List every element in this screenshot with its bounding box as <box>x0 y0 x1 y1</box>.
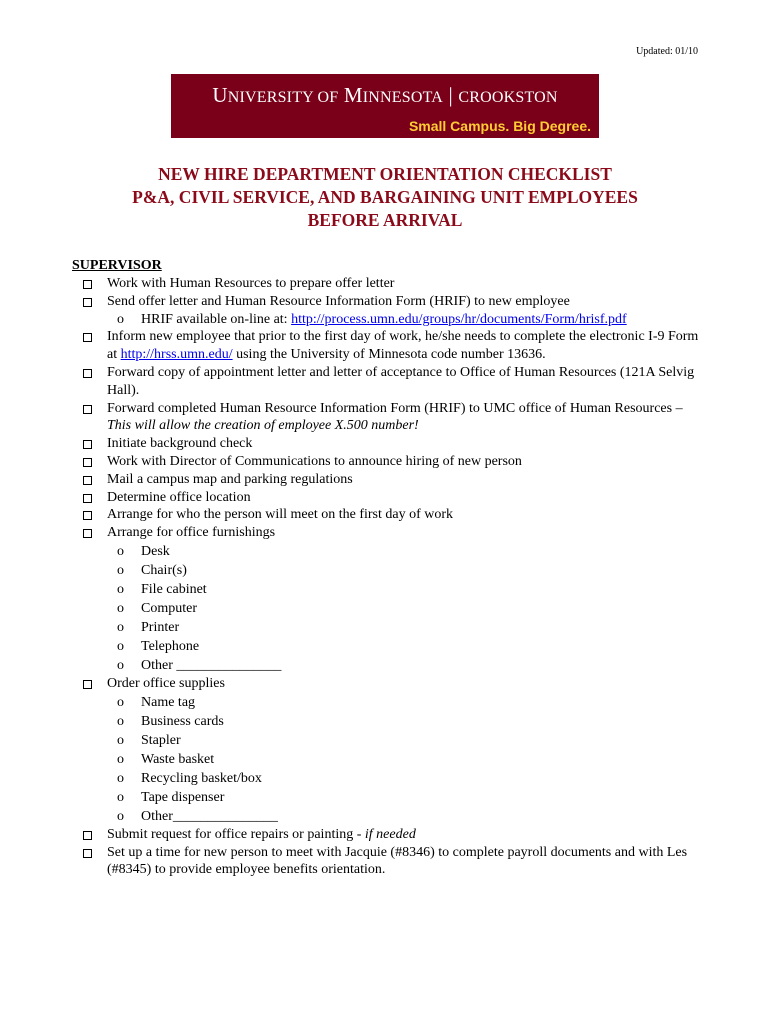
checkbox-icon[interactable] <box>83 849 92 858</box>
bullet-o-icon: o <box>117 732 124 748</box>
sub-item: o Printer <box>117 619 180 635</box>
sub-item: o Recycling basket/box <box>117 770 262 786</box>
checklist-item: Determine office location <box>72 489 702 507</box>
bullet-o-icon: o <box>117 694 124 710</box>
sub-item: o Computer <box>117 600 197 616</box>
sub-item: o Business cards <box>117 713 224 729</box>
bullet-o-icon: o <box>117 581 124 597</box>
sub-item: o HRIF available on-line at: http://process.umn.edu/groups/hr/documents/Form/hrisf.pdf <box>117 311 627 327</box>
checkbox-icon[interactable] <box>83 831 92 840</box>
checkbox-icon[interactable] <box>83 529 92 538</box>
checkbox-icon[interactable] <box>83 369 92 378</box>
sub-item: o Other _______________ <box>117 657 282 673</box>
checkbox-icon[interactable] <box>83 280 92 289</box>
bullet-o-icon: o <box>117 562 124 578</box>
bullet-o-icon: o <box>117 770 124 786</box>
title-line-1: NEW HIRE DEPARTMENT ORIENTATION CHECKLIST <box>158 164 612 184</box>
title-line-2: P&A, CIVIL SERVICE, AND BARGAINING UNIT EMPLOYEES <box>132 187 638 207</box>
bullet-o-icon: o <box>117 638 124 654</box>
checkbox-icon[interactable] <box>83 298 92 307</box>
checklist-item: Arrange for office furnishings <box>72 524 702 542</box>
document-title <box>0 163 770 232</box>
checklist-item: Mail a campus map and parking regulations <box>72 471 702 489</box>
checkbox-icon[interactable] <box>83 511 92 520</box>
sub-item: o Name tag <box>117 694 196 710</box>
checklist-item: Inform new employee that prior to the first day of work, he/she needs to complete the electronic I-9 Form at http://hrss.umn.edu/ using the University of Minnesota code number 13636. <box>72 328 702 364</box>
checklist-item: Forward completed Human Resource Information Form (HRIF) to UMC office of Human Resources – This will allow the creation of employee X.500 number! <box>72 400 702 436</box>
sub-item: o Stapler <box>117 732 181 748</box>
bullet-o-icon: o <box>117 543 124 559</box>
checkbox-icon[interactable] <box>83 494 92 503</box>
bullet-o-icon: o <box>117 789 124 805</box>
checkbox-icon[interactable] <box>83 476 92 485</box>
checkbox-icon[interactable] <box>83 458 92 467</box>
university-logo-banner <box>171 74 599 138</box>
sub-item: o Other_______________ <box>117 808 278 824</box>
sub-item: o Chair(s) <box>117 562 187 578</box>
title-line-3: BEFORE ARRIVAL <box>307 210 463 230</box>
bullet-o-icon: o <box>117 808 124 824</box>
sub-item: o File cabinet <box>117 581 207 597</box>
checklist-item: Work with Director of Communications to announce hiring of new person <box>72 453 702 471</box>
checkbox-icon[interactable] <box>83 680 92 689</box>
sub-item: o Waste basket <box>117 751 215 767</box>
checklist-item: Arrange for who the person will meet on the first day of work <box>72 506 702 524</box>
sub-item: o Telephone <box>117 638 200 654</box>
university-name: UNIVERSITY OF MINNESOTA | CROOKSTON <box>212 83 558 107</box>
checklist-item: Submit request for office repairs or painting - if needed <box>72 826 702 844</box>
banner-tagline: Small Campus. Big Degree. <box>408 118 591 134</box>
updated-date: Updated: 01/10 <box>636 46 698 57</box>
bullet-o-icon: o <box>117 657 124 673</box>
checklist-item: Initiate background check <box>72 435 702 453</box>
hrss-link[interactable]: http://hrss.umn.edu/ <box>120 347 233 363</box>
section-heading: SUPERVISOR <box>72 258 162 273</box>
bullet-o-icon: o <box>117 751 124 767</box>
checklist-item: Order office supplies <box>72 675 702 693</box>
sub-item: o Tape dispenser <box>117 789 225 805</box>
checklist-item: Forward copy of appointment letter and letter of acceptance to Office of Human Resources (121A Selvig Hall). <box>72 364 702 400</box>
checklist <box>72 257 702 879</box>
checklist-item: Work with Human Resources to prepare offer letter <box>72 275 702 293</box>
checklist-item: Send offer letter and Human Resource Information Form (HRIF) to new employee <box>72 293 702 311</box>
checkbox-icon[interactable] <box>83 440 92 449</box>
sub-item: o Desk <box>117 543 170 559</box>
bullet-o-icon: o <box>117 311 124 327</box>
bullet-o-icon: o <box>117 600 124 616</box>
bullet-o-icon: o <box>117 619 124 635</box>
checklist-item: Set up a time for new person to meet with Jacquie (#8346) to complete payroll documents and with Les (#8345) to provide employee benefits orientation. <box>72 844 702 880</box>
hrif-link[interactable]: http://process.umn.edu/groups/hr/documents/Form/hrisf.pdf <box>291 311 627 327</box>
checkbox-icon[interactable] <box>83 405 92 414</box>
checkbox-icon[interactable] <box>83 333 92 342</box>
bullet-o-icon: o <box>117 713 124 729</box>
